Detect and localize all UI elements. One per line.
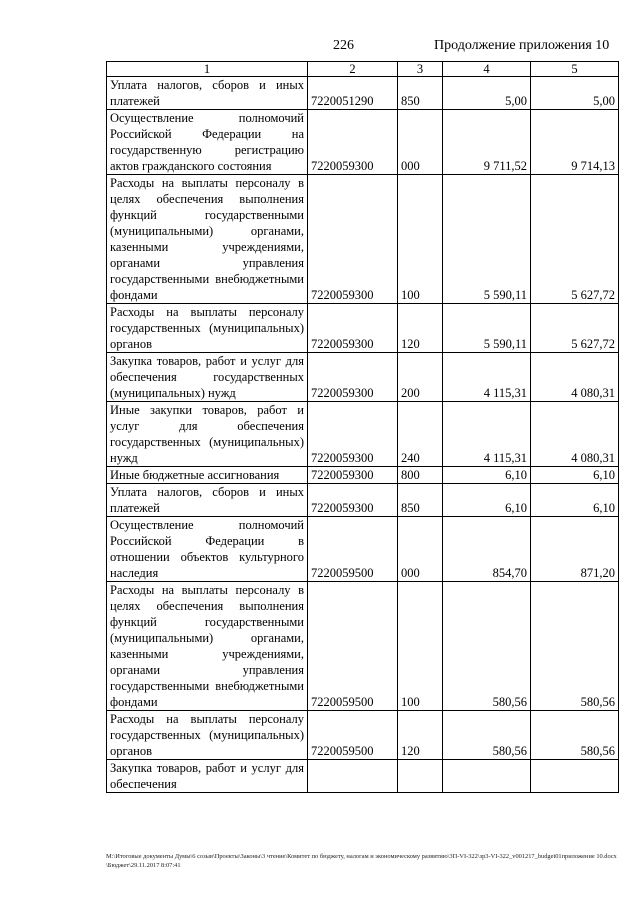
row-sum-2: 580,56 [531, 582, 619, 711]
row-code: 7220059300 [308, 467, 398, 484]
row-name: Иные закупки товаров, работ и услуг для обеспечения государственных (муниципальных) нужд [107, 402, 308, 467]
row-sum-1: 9 711,52 [443, 110, 531, 175]
row-sum-1: 4 115,31 [443, 353, 531, 402]
row-sum-2: 5 627,72 [531, 175, 619, 304]
row-name: Уплата налогов, сборов и иных платежей [107, 77, 308, 110]
row-sum-1: 6,10 [443, 467, 531, 484]
table-row [107, 353, 619, 402]
table-row [107, 517, 619, 582]
row-code: 7220059500 [308, 711, 398, 760]
row-vr: 120 [398, 711, 443, 760]
table-row [107, 760, 619, 793]
table-row [107, 402, 619, 467]
row-sum-1: 854,70 [443, 517, 531, 582]
budget-table [106, 61, 619, 793]
row-name: Закупка товаров, работ и услуг для обеспечения [107, 760, 308, 793]
column-header-5: 5 [531, 62, 619, 77]
row-code: 7220051290 [308, 77, 398, 110]
row-sum-2: 4 080,31 [531, 353, 619, 402]
row-sum-1: 6,10 [443, 484, 531, 517]
row-name: Расходы на выплаты персоналу государственных (муниципальных) органов [107, 304, 308, 353]
table-row [107, 110, 619, 175]
table-row [107, 484, 619, 517]
row-sum-2: 871,20 [531, 517, 619, 582]
row-sum-2: 9 714,13 [531, 110, 619, 175]
table-row [107, 582, 619, 711]
row-sum-2: 5,00 [531, 77, 619, 110]
row-name: Осуществление полномочий Российской Федерации на государственную регистрацию актов гражданского состояния [107, 110, 308, 175]
row-sum-1: 5 590,11 [443, 304, 531, 353]
row-code: 7220059300 [308, 402, 398, 467]
row-vr: 200 [398, 353, 443, 402]
row-code: 7220059300 [308, 304, 398, 353]
column-header-2: 2 [308, 62, 398, 77]
row-sum-2: 4 080,31 [531, 402, 619, 467]
footer-file-path: M:\Итоговые документы Думы\6 созыв\Проекты\Законы\3 чтение\Комитет по бюджету, налогам и экономическому развитию\3П-VI-322\зр3-VI-322_v001217_budget01приложение 10.docx\Бюджет\29.11.2017 8:07:41 [106, 853, 617, 869]
row-sum-2: 580,56 [531, 711, 619, 760]
column-header-4: 4 [443, 62, 531, 77]
row-sum-2: 6,10 [531, 484, 619, 517]
row-sum-2: 6,10 [531, 467, 619, 484]
row-vr: 000 [398, 110, 443, 175]
row-name: Уплата налогов, сборов и иных платежей [107, 484, 308, 517]
table-row [107, 77, 619, 110]
row-code: 7220059300 [308, 484, 398, 517]
row-vr: 100 [398, 582, 443, 711]
header-row [107, 62, 619, 77]
row-vr: 000 [398, 517, 443, 582]
continuation-label: Продолжение приложения 10 [434, 38, 610, 53]
row-name: Закупка товаров, работ и услуг для обеспечения государственных (муниципальных) нужд [107, 353, 308, 402]
row-code: 7220059300 [308, 353, 398, 402]
table-row [107, 304, 619, 353]
row-name: Расходы на выплаты персоналу в целях обеспечения выполнения функций государственными (муниципальными) органами, казенными учреждениями, органами управления государственными внебюджетными фондами [107, 582, 308, 711]
row-sum-1 [443, 760, 531, 793]
row-name: Расходы на выплаты персоналу в целях обеспечения выполнения функций государственными (муниципальными) органами, казенными учреждениями, органами управления государственными внебюджетными фондами [107, 175, 308, 304]
row-code: 7220059300 [308, 175, 398, 304]
table-row [107, 711, 619, 760]
table-row [107, 467, 619, 484]
row-code: 7220059300 [308, 110, 398, 175]
row-vr [398, 760, 443, 793]
column-header-1: 1 [107, 62, 308, 77]
row-vr: 240 [398, 402, 443, 467]
row-sum-1: 580,56 [443, 711, 531, 760]
row-vr: 800 [398, 467, 443, 484]
row-sum-1: 580,56 [443, 582, 531, 711]
row-name: Осуществление полномочий Российской Федерации в отношении объектов культурного наследия [107, 517, 308, 582]
row-vr: 120 [398, 304, 443, 353]
page-number: 226 [333, 38, 354, 53]
row-sum-2 [531, 760, 619, 793]
row-code: 7220059500 [308, 582, 398, 711]
row-sum-1: 5,00 [443, 77, 531, 110]
row-sum-1: 5 590,11 [443, 175, 531, 304]
table-row [107, 175, 619, 304]
row-vr: 850 [398, 77, 443, 110]
row-code: 7220059500 [308, 517, 398, 582]
row-name: Иные бюджетные ассигнования [107, 467, 308, 484]
column-header-3: 3 [398, 62, 443, 77]
row-sum-2: 5 627,72 [531, 304, 619, 353]
row-vr: 100 [398, 175, 443, 304]
row-vr: 850 [398, 484, 443, 517]
row-code [308, 760, 398, 793]
row-sum-1: 4 115,31 [443, 402, 531, 467]
row-name: Расходы на выплаты персоналу государственных (муниципальных) органов [107, 711, 308, 760]
